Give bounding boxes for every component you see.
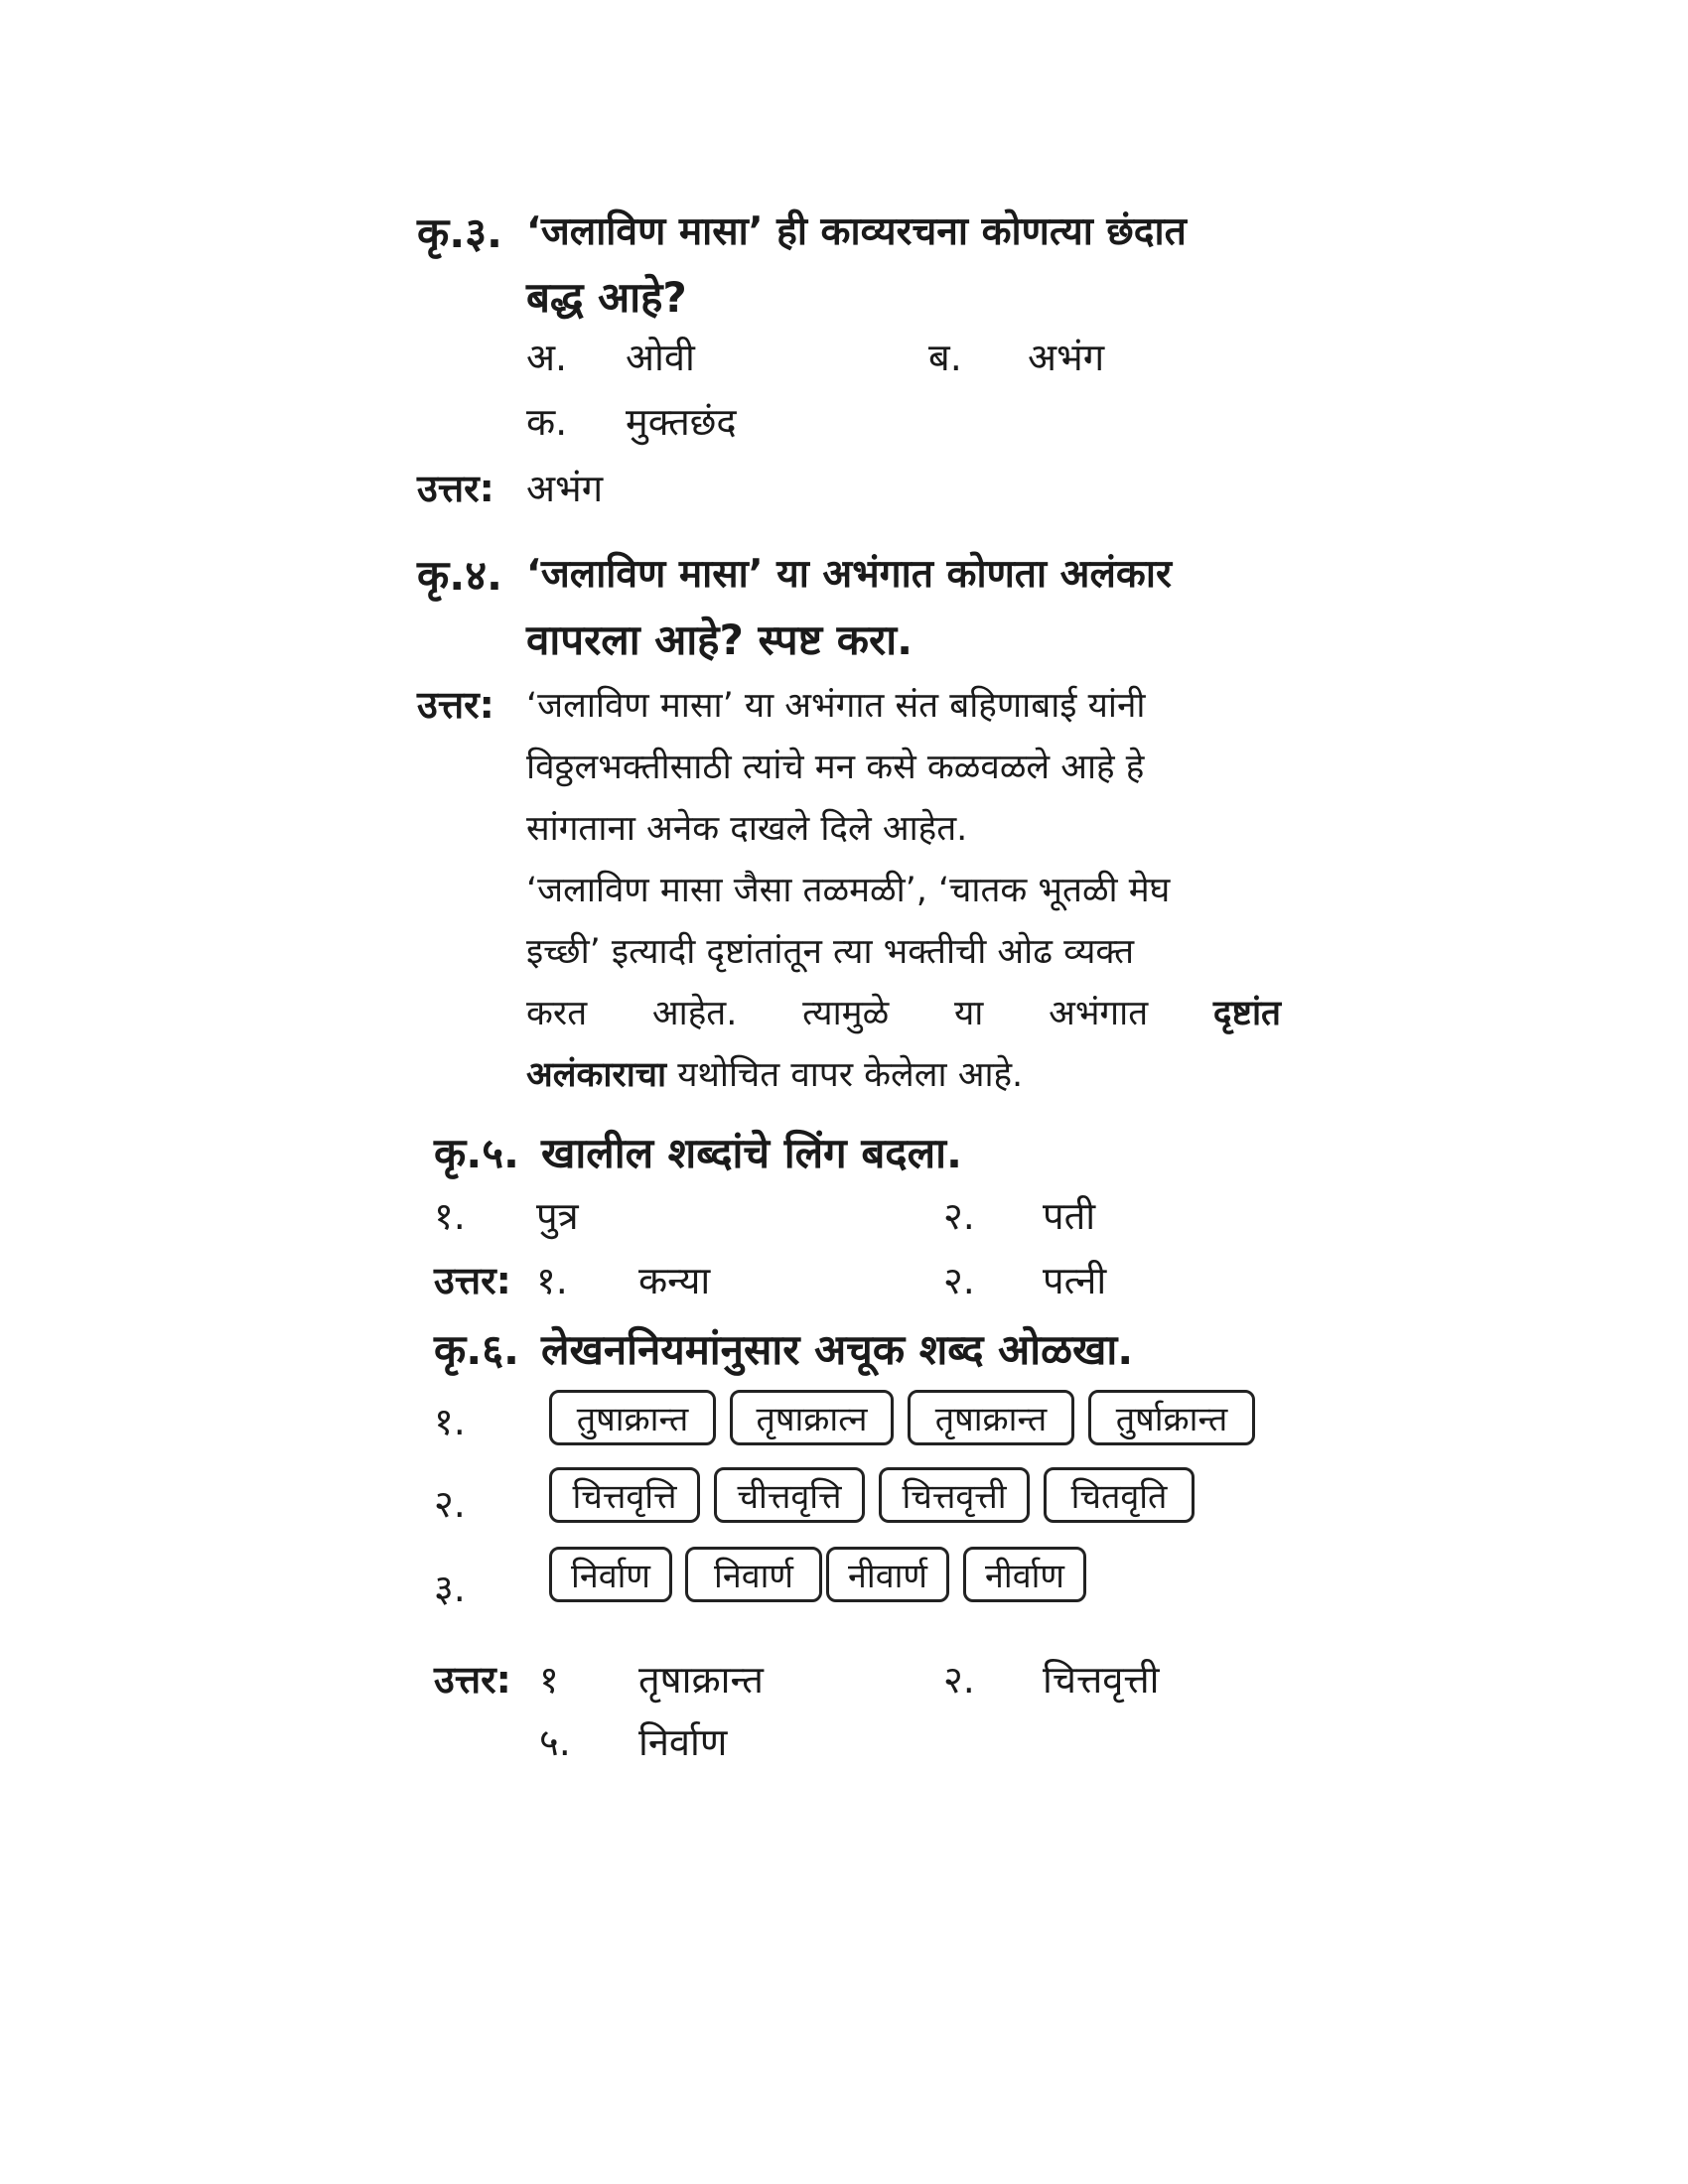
q4-p1-line2: विठ्ठलभक्तीसाठी त्यांचे मन कसे कळवळले आहे हे (526, 748, 1145, 787)
q6-row1-option4[interactable]: तुर्षाक्रान्त (1088, 1390, 1255, 1445)
q3-question-text: ‘जलाविण मासा’ ही काव्यरचना कोणत्या छंदात (526, 209, 1187, 254)
q5-answer1-word: कन्या (638, 1259, 711, 1302)
q3-option-c-text: मुक्तछंद (626, 400, 737, 444)
q3-answer: अभंग (526, 467, 604, 510)
q5-title: खालील शब्दांचे लिंग बदला. (541, 1129, 962, 1177)
q4-p2-line4-rest: यथोचित वापर केलेला आहे. (666, 1055, 1024, 1095)
q6-title: लेखननियमांनुसार अचूक शब्द ओळखा. (541, 1325, 1134, 1374)
q4-question-text: ‘जलाविण मासा’ या अभंगात कोणता अलंकार (526, 552, 1172, 597)
q6-row2-option1[interactable]: चित्तवृत्ति (549, 1467, 700, 1523)
word: या (953, 994, 984, 1033)
q6-row2-option4[interactable]: चितवृति (1044, 1467, 1195, 1523)
q6-row1-option2[interactable]: तृषाक्रात्न (730, 1390, 894, 1445)
q5-item2-word: पती (1043, 1194, 1096, 1238)
word: आहेत. (651, 994, 738, 1033)
q4-p2-line1: ‘जलाविण मासा जैसा तळमळी’, ‘चातक भूतळी मेघ (526, 871, 1171, 910)
q3-option-c-key: क. (526, 400, 568, 444)
q5-answer-label: उत्तर: (434, 1259, 511, 1302)
q6-answer1-word: तृषाक्रान्त (638, 1658, 764, 1702)
q4-number: कृ.४. (417, 551, 503, 600)
q3-answer-label: उत्तर: (417, 467, 494, 510)
q4-p2-line2: इच्छी’ इत्यादी दृष्टांतांतून त्या भक्तीची ओढ व्यक्त (526, 932, 1135, 972)
q6-answer1-num: १ (539, 1658, 559, 1702)
q6-answer3-word: निर्वाण (638, 1720, 728, 1764)
q4-question-line2: वापरला आहे? स्पष्ट करा. (526, 615, 914, 664)
q6-answer3-num: ५. (539, 1720, 571, 1764)
q6-row3-option1[interactable]: निर्वाण (549, 1547, 672, 1602)
q4-answer-label: उत्तर: (417, 683, 494, 727)
q6-answer2-word: चित्तवृत्ती (1043, 1658, 1160, 1702)
q4-p1-line1: ‘जलाविण मासा’ या अभंगात संत बहिणाबाई यांनी (526, 686, 1146, 726)
word: त्यामुळे (802, 994, 890, 1033)
q5-answer1-num: १. (536, 1259, 568, 1302)
q6-row3-option3[interactable]: नीवार्ण (826, 1547, 949, 1602)
q6-answer-label: उत्तर: (434, 1658, 511, 1702)
q4-p1-line3: सांगताना अनेक दाखले दिले आहेत. (526, 809, 968, 849)
q3-option-b-key: ब. (928, 336, 962, 379)
q5-item2-num: २. (943, 1194, 975, 1238)
q3-option-b-text: अभंग (1028, 336, 1105, 379)
q4-p2-line3 (526, 983, 1281, 1044)
q6-row1-num: १. (434, 1400, 466, 1443)
q6-row1-option1[interactable]: तुषाक्रान्त (549, 1390, 716, 1445)
word: करत (526, 994, 588, 1033)
q5-number: कृ.५. (434, 1129, 520, 1177)
q3-option-a-text: ओवी (626, 336, 695, 379)
q5-answer2-num: २. (943, 1259, 975, 1302)
q6-row2-option3[interactable]: चित्तवृत्ती (879, 1467, 1030, 1523)
q3-option-a-key: अ. (526, 336, 568, 379)
q5-item1-num: १. (434, 1194, 466, 1238)
bold-term: दृष्टांत (1212, 994, 1281, 1033)
q4-answer-paragraph-1 (526, 675, 1281, 860)
q4-answer-paragraph-2 (526, 860, 1281, 1106)
q6-row2-option2[interactable]: चीत्तवृत्ति (714, 1467, 865, 1523)
q5-answer2-word: पत्नी (1043, 1259, 1107, 1302)
q6-answer2-num: २. (943, 1658, 975, 1702)
q6-row1-option3[interactable]: तृषाक्रान्त (908, 1390, 1074, 1445)
q3-number: कृ.३. (417, 208, 503, 257)
word: अभंगात (1049, 994, 1149, 1033)
q6-row2-num: २. (434, 1482, 466, 1526)
q3-question-line2: बद्ध आहे? (526, 273, 687, 322)
bold-term: अलंकाराचा (526, 1055, 667, 1095)
q6-row3-option2[interactable]: निवार्ण (685, 1547, 822, 1602)
q4-question-line1 (526, 546, 1172, 599)
q3-question-line1 (526, 204, 1271, 256)
q6-row3-num: ३. (434, 1567, 466, 1610)
q5-item1-word: पुत्र (536, 1194, 579, 1238)
q6-number: कृ.६. (434, 1325, 520, 1374)
q6-row3-option4[interactable]: नीर्वाण (963, 1547, 1086, 1602)
q4-p2-line4 (526, 1044, 1281, 1106)
